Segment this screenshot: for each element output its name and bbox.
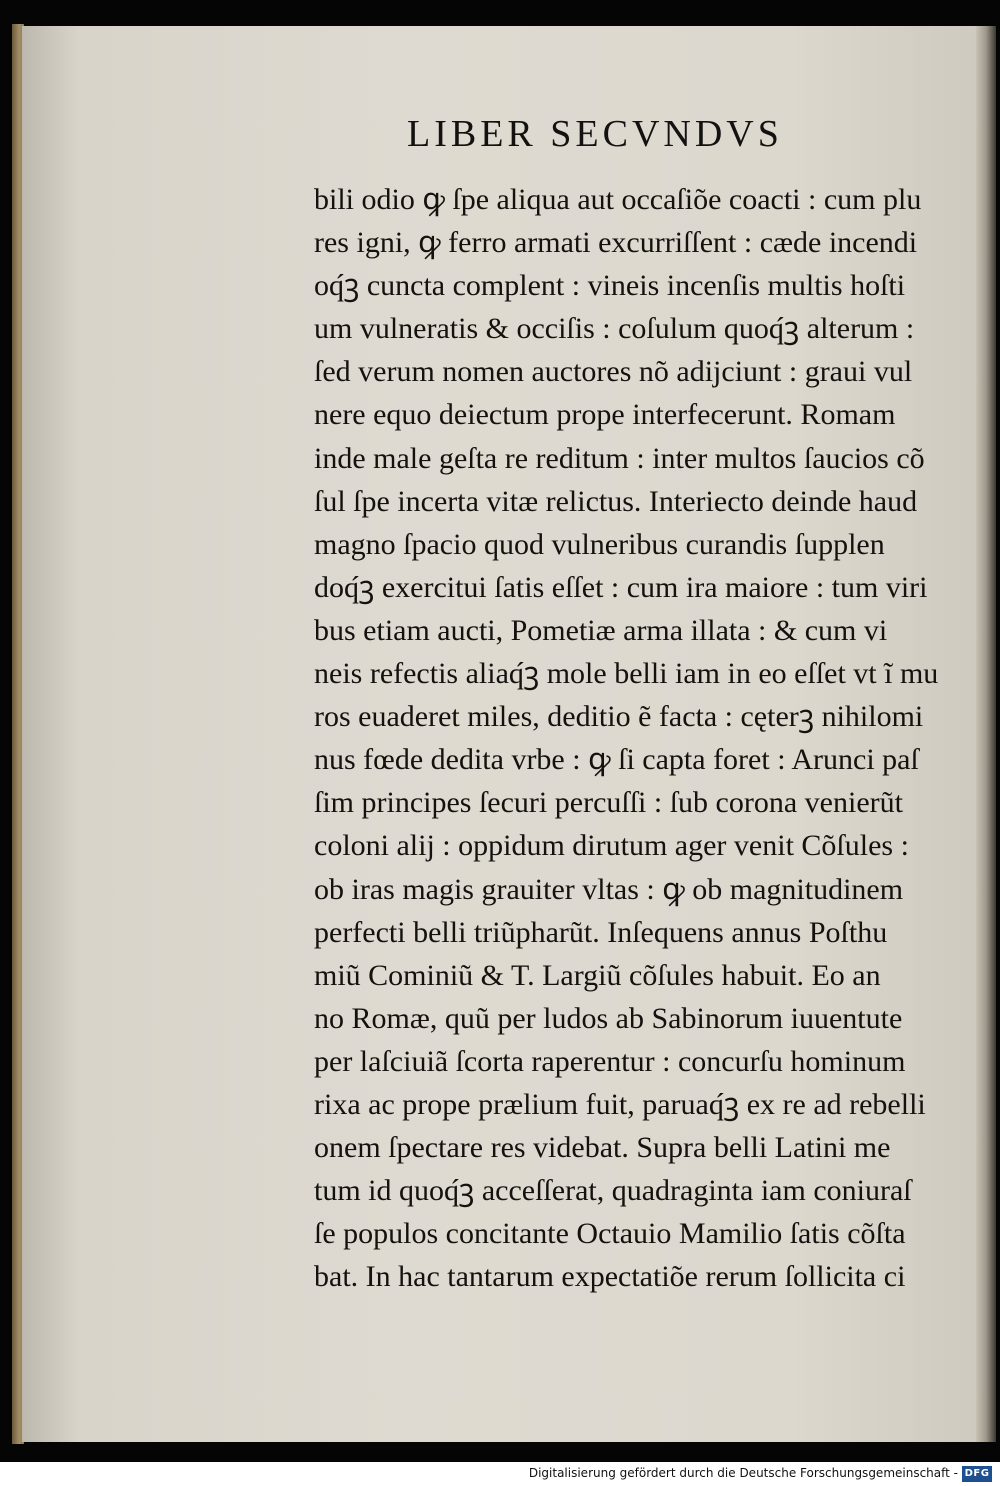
text-line: coloni alij : oppidum dirutum ager venit Cõſules : bbox=[314, 829, 909, 863]
text-line: ſe populos concitante Octauio Mamilio ſatis cõſta bbox=[314, 1217, 906, 1251]
book-page bbox=[22, 26, 978, 1442]
text-line: ſim principes ſecuri percuſſi : ſub corona venierũt bbox=[314, 786, 903, 820]
footer-bar bbox=[0, 1462, 1000, 1486]
text-line: onem ſpectare res videbat. Supra belli Latini me bbox=[314, 1131, 891, 1165]
text-line: um vulneratis & occiſis : coſulum quoq́ꝫ alterum : bbox=[314, 312, 915, 346]
funding-notice: Digitalisierung gefördert durch die Deutsche Forschungsgemeinschaft - bbox=[528, 1466, 958, 1480]
text-block bbox=[314, 178, 944, 1298]
text-line: ros euaderet miles, deditio ẽ facta : cęterꝫ nihilomi bbox=[314, 700, 924, 734]
text-line: nere equo deiectum prope interfecerunt. Romam bbox=[314, 398, 896, 432]
text-line: tum id quoq́ꝫ acceſſerat, quadraginta iam coniuraſ bbox=[314, 1174, 912, 1208]
text-line: res igni, ꝙ ferro armati excurriſſent : cæde incendi bbox=[314, 226, 918, 260]
text-line: doq́ꝫ exercitui ſatis eſſet : cum ira maiore : tum viri bbox=[314, 570, 928, 604]
page-right-edge bbox=[976, 26, 996, 1442]
text-line: bus etiam aucti, Pometiæ arma illata : & cum vi bbox=[314, 613, 888, 647]
text-line: ſul ſpe incerta vitæ relictus. Interiecto deinde haud bbox=[314, 484, 918, 518]
running-head: LIBER SECVNDVS bbox=[407, 113, 783, 155]
text-line: perfecti belli triũpharũt. Inſequens annus Poſthu bbox=[314, 915, 888, 949]
text-line: no Romæ, quũ per ludos ab Sabinorum iuuentute bbox=[314, 1001, 903, 1035]
text-line: nus fœde dedita vrbe : ꝙ ſi capta foret : Arunci paſ bbox=[314, 743, 919, 777]
text-line: per laſciuiã ſcorta raperentur : concurſu hominum bbox=[314, 1044, 906, 1078]
text-line: rixa ac prope prælium fuit, paruaq́ꝫ ex re ad rebelli bbox=[314, 1087, 926, 1121]
text-line: neis refectis aliaq́ꝫ mole belli iam in eo eſſet vt ĩ mu bbox=[314, 657, 939, 691]
text-line: bili odio ꝙ ſpe aliqua aut occaſiõe coacti : cum plu bbox=[314, 183, 922, 216]
text-line: oq́ꝫ cuncta complent : vineis incenſis multis hoſti bbox=[314, 269, 906, 303]
text-line: ob iras magis grauiter vltas : ꝙ ob magnitudinem bbox=[314, 872, 904, 906]
text-line: ſed verum nomen auctores nõ adijciunt : graui vul bbox=[314, 355, 913, 389]
text-line: inde male geſta re reditum : inter multos ſaucios cõ bbox=[314, 441, 925, 475]
dfg-logo: DFG bbox=[962, 1466, 992, 1482]
text-line: magno ſpacio quod vulneribus curandis ſupplen bbox=[314, 527, 885, 561]
text-line: miũ Cominiũ & T. Largiũ cõſules habuit. Eo an bbox=[314, 958, 881, 992]
text-line: bat. In hac tantarum expectatiõe rerum ſollicita ci bbox=[314, 1260, 906, 1294]
